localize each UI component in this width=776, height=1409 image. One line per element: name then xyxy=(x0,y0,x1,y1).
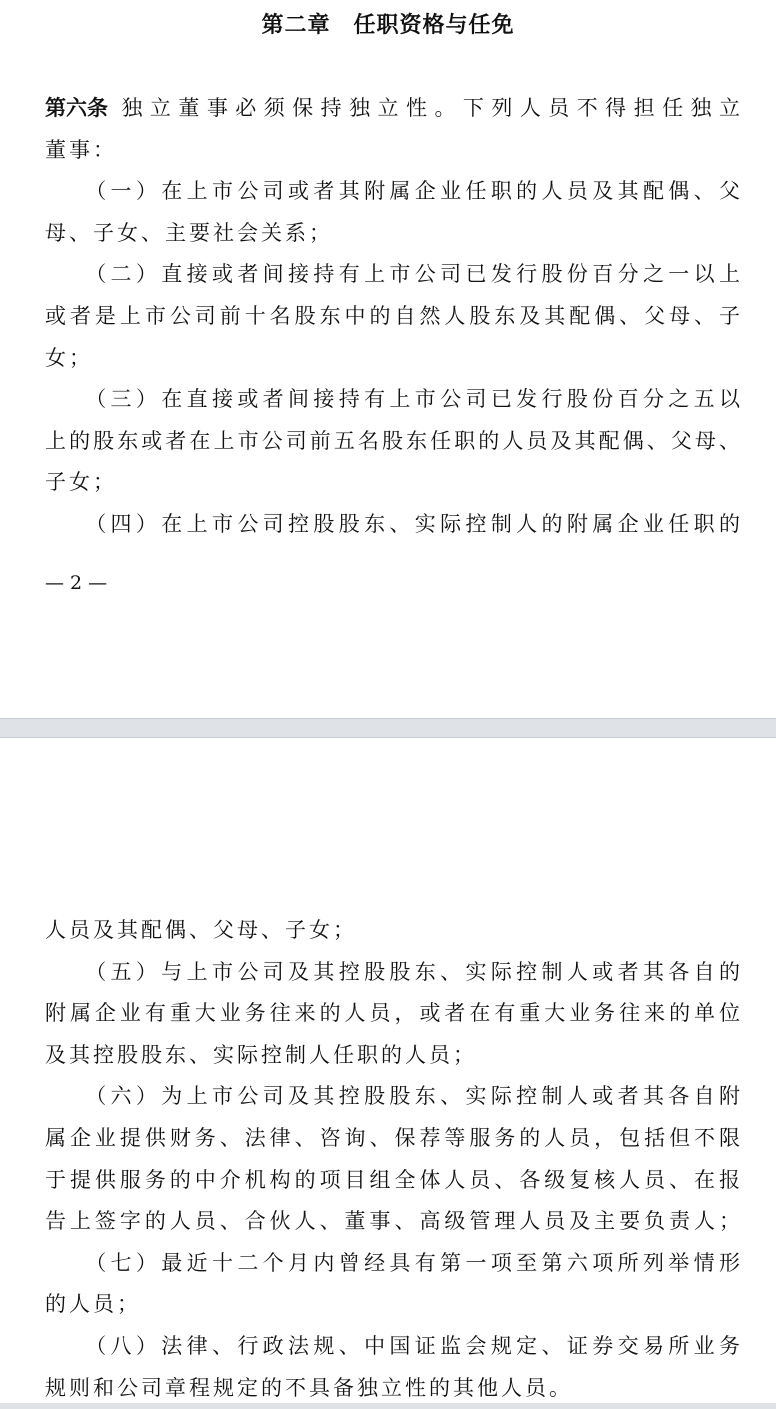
text-line: 于提供服务的中介机构的项目组全体人员、各级复核人员、在报 xyxy=(45,1167,740,1192)
text-line: （八）法律、行政法规、中国证监会规定、证券交易所业务 xyxy=(45,1333,740,1358)
text-line: （六）为上市公司及其控股股东、实际控制人或者其各自附 xyxy=(45,1084,740,1109)
text-line: 及其控股股东、实际控制人任职的人员； xyxy=(45,1042,477,1067)
text-line: 子女； xyxy=(45,470,117,495)
chapter-title: 第二章 任职资格与任免 xyxy=(261,13,515,38)
page-separator xyxy=(0,718,776,738)
text-line: 人员及其配偶、父母、子女； xyxy=(45,918,357,942)
text-line: 规则和公司章程规定的不具备独立性的其他人员。 xyxy=(45,1375,573,1400)
text-line: 或者是上市公司前十名股东中的自然人股东及其配偶、父母、子 xyxy=(45,303,740,328)
text-line: （五）与上市公司及其控股股东、实际控制人或者其各自的 xyxy=(45,959,740,984)
text-line: 母、子女、主要社会关系； xyxy=(45,220,333,245)
page2-body xyxy=(45,910,740,1409)
text-line: 的人员； xyxy=(45,1292,141,1317)
text-line: 独立董事必须保持独立性。下列人员不得担任独立 xyxy=(93,96,740,120)
text-line: 女； xyxy=(45,345,93,370)
text-line: 附属企业有重大业务往来的人员，或者在有重大业务往来的单位 xyxy=(45,1001,740,1026)
text-line: （七）最近十二个月内曾经具有第一项至第六项所列举情形 xyxy=(45,1250,740,1275)
text-line: 告上签字的人员、合伙人、董事、高级管理人员及主要负责人； xyxy=(45,1209,740,1234)
text-line: （三）在直接或者间接持有上市公司已发行股份百分之五以 xyxy=(45,387,740,412)
page-bottom-edge xyxy=(0,1403,776,1409)
text-line: 董事： xyxy=(45,137,117,162)
page1-body xyxy=(45,88,740,546)
page-number: — 2 — xyxy=(45,572,108,594)
text-line: （二）直接或者间接持有上市公司已发行股份百分之一以上 xyxy=(45,262,740,287)
article-6-first-line xyxy=(45,88,740,130)
article-label: 第六条 xyxy=(45,96,108,120)
text-line: （四）在上市公司控股股东、实际控制人的附属企业任职的 xyxy=(45,511,740,536)
text-line: 属企业提供财务、法律、咨询、保荐等服务的人员，包括但不限 xyxy=(45,1125,740,1150)
text-line: （一）在上市公司或者其附属企业任职的人员及其配偶、父 xyxy=(45,179,740,204)
text-line: 上的股东或者在上市公司前五名股东任职的人员及其配偶、父母、 xyxy=(45,428,740,453)
document-page-2 xyxy=(0,738,776,1409)
